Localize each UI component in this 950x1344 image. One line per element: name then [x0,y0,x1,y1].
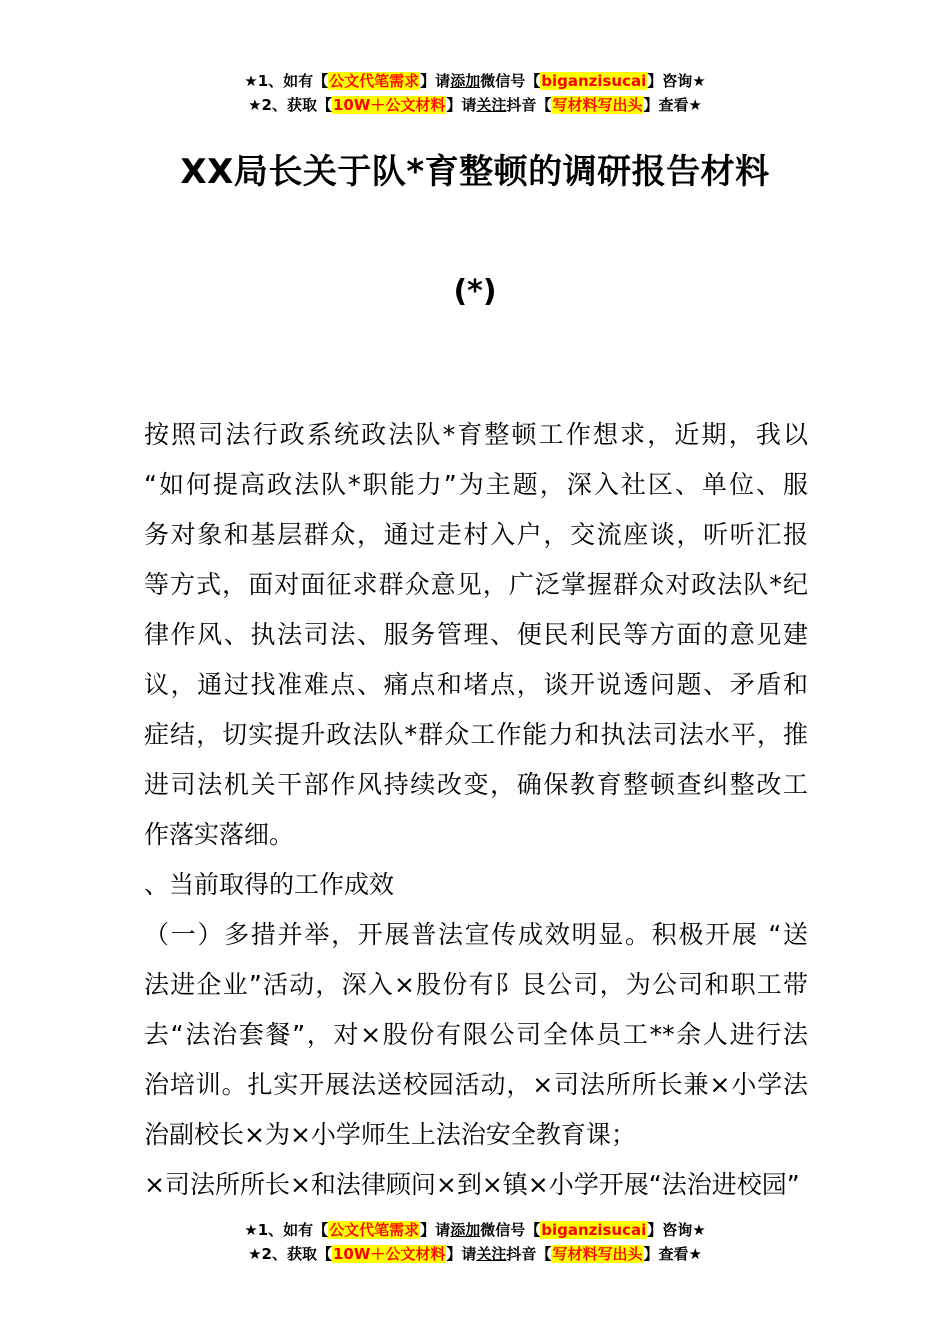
body-line: 按照司法行政系统政法队*育整顿工作想求，近期，我以 [144,420,808,449]
banner-emphasis: 关注 [476,96,507,114]
banner-text: ★2、获取【 [248,1245,332,1263]
document-title: XX局长关于队*育整顿的调研报告材料 [180,152,770,192]
banner-text: 抖音【 [506,1245,552,1263]
body-line: “如何提高政法队*职能力”为主题，深入社区、单位、服 [144,470,808,499]
body-line: 法进企业”活动，深入×股份有阝艮公司，为公司和职工带 [144,970,808,999]
banner-text: 】咨询★ [647,72,706,90]
body-line: 症结，切实提升政法队*群众工作能力和执法司法水平，推 [144,720,808,749]
banner-highlight-wechat: biganzisucai [541,72,647,90]
banner-text: 】请 [446,96,477,114]
body-line: ×司法所所长×和法律顾问×到×镇×小学开展“法治进校园” [144,1170,800,1199]
banner-line-1 [0,1218,950,1242]
body-line: 治培训。扎实开展法送校园活动，×司法所所长兼×小学法 [144,1070,808,1099]
banner-text: 抖音【 [506,96,552,114]
footer-banner [0,1218,950,1266]
banner-text: 】请 [446,1245,477,1263]
banner-text: 】查看★ [643,1245,702,1263]
body-line: 议，通过找准难点、痛点和堵点，谈开说透问题、矛盾和 [144,670,808,699]
body-line: 去“法治套餐”，对×股份有限公司全体员工**余人进行法 [144,1020,808,1049]
banner-line-2 [0,93,950,117]
body-line: 作落实落细。 [144,820,295,849]
body-line: 律作风、执法司法、服务管理、便民利民等方面的意见建 [144,620,808,649]
banner-line-1 [0,69,950,93]
body-line: （一）多措并举，开展普法宣传成效明显。积极开展 “送 [144,920,808,949]
banner-text: 】请 [420,72,451,90]
banner-emphasis: 添加 [450,1221,481,1239]
banner-highlight-douyin: 写材料写出头 [552,96,643,114]
document-body [144,410,808,1210]
body-line: 务对象和基层群众，通过走村入户，交流座谈，听听汇报 [144,520,808,549]
banner-text: 】请 [420,1221,451,1239]
banner-highlight-materials: 10W＋公文材料 [332,96,446,114]
banner-text: 】咨询★ [647,1221,706,1239]
banner-text: ★1、如有【 [244,1221,329,1239]
banner-text: 微信号【 [480,1221,541,1239]
banner-highlight-service: 公文代笔需求 [329,1221,420,1239]
banner-emphasis: 添加 [450,72,481,90]
section-heading: 、当前取得的工作成效 [144,870,395,899]
banner-highlight-service: 公文代笔需求 [329,72,420,90]
header-banner [0,69,950,117]
banner-emphasis: 关注 [476,1245,507,1263]
banner-text: 】查看★ [643,96,702,114]
banner-highlight-materials: 10W＋公文材料 [332,1245,446,1263]
document-subtitle: (*) [453,274,497,309]
body-line: 等方式，面对面征求群众意见，广泛掌握群众对政法队*纪 [144,570,808,599]
body-line: 治副校长×为×小学师生上法治安全教育课； [144,1120,636,1149]
banner-text: ★2、获取【 [248,96,332,114]
banner-line-2 [0,1242,950,1266]
body-line: 进司法机关干部作风持续改变，确保教育整顿查纠整改工 [144,770,808,799]
banner-text: ★1、如有【 [244,72,329,90]
banner-highlight-wechat: biganzisucai [541,1221,647,1239]
banner-text: 微信号【 [480,72,541,90]
banner-highlight-douyin: 写材料写出头 [552,1245,643,1263]
